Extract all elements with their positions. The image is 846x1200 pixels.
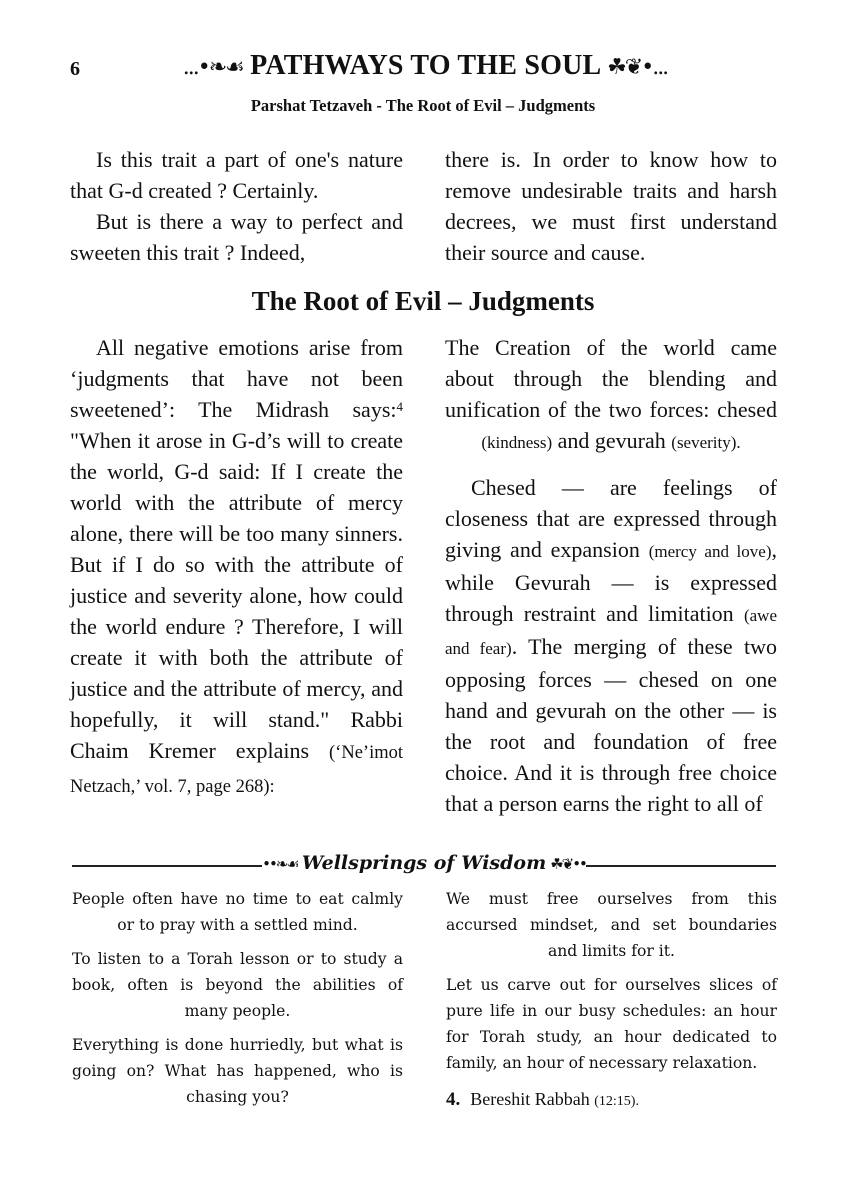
gevurah-text: and gevurah bbox=[552, 428, 672, 453]
divider-ornament-left-icon: ••❧☙ bbox=[262, 855, 298, 873]
wellsprings-left-column bbox=[72, 886, 403, 1118]
chapter-subtitle: Parshat Tetzaveh - The Root of Evil – Judgments bbox=[250, 96, 596, 115]
wellsprings-left-paragraph-2: To listen to a Torah lesson or to study a book, often is beyond the abilities of many people. bbox=[72, 950, 403, 1020]
section-paragraph-1 bbox=[70, 332, 403, 803]
book-title: PATHWAYS TO THE SOUL bbox=[250, 50, 600, 81]
source-reference: (‘Ne’imot Netzach,’ vol. 7, page 268): bbox=[70, 743, 403, 797]
section-paragraph-2 bbox=[445, 332, 777, 458]
creation-text: The Creation of the world came about through the blending and unification of the two forces: chesed bbox=[445, 335, 777, 422]
midrash-intro-text: All negative emotions arise from ‘judgments that have not been sweetened’: The Midrash says: bbox=[70, 335, 403, 422]
footnote-ref: (12:15). bbox=[594, 1094, 639, 1109]
section-left-column bbox=[70, 332, 403, 803]
mercy-love-gloss: (mercy and love) bbox=[648, 542, 772, 561]
ornament-right-icon: ☘❦•... bbox=[607, 55, 668, 80]
ornament-left-icon: ...•❧☙ bbox=[182, 55, 243, 80]
section-paragraph-3 bbox=[445, 472, 777, 819]
section-title: The Root of Evil – Judgments bbox=[251, 286, 595, 316]
running-head bbox=[130, 50, 720, 82]
chesed-text: Chesed — are feelings of closeness that are expressed through giving and expansion bbox=[445, 475, 777, 562]
wellsprings-right-paragraph-2: Let us carve out for ourselves slices of pure life in our busy schedules: an hour for Torah study, an hour dedicated to family, an hour of necessary relaxation. bbox=[446, 976, 777, 1072]
intro-paragraph-1: Is this trait a part of one's nature that G-d created ? Certainly. bbox=[70, 147, 403, 203]
wellsprings-title: Wellsprings of Wisdom bbox=[298, 852, 550, 874]
intro-left-column bbox=[70, 144, 403, 268]
footnote-number: 4. bbox=[446, 1089, 461, 1110]
severity-gloss: (severity). bbox=[671, 433, 741, 452]
section-right-column bbox=[445, 332, 777, 819]
intro-right-column bbox=[445, 144, 777, 268]
footnote bbox=[446, 1086, 777, 1115]
intro-paragraph-2-continued: there is. In order to know how to remove undesirable traits and harsh decrees, we must first understand their source and cause. bbox=[445, 147, 777, 265]
wellsprings-divider bbox=[72, 850, 776, 880]
gevurah-definition: , while Gevurah — is expressed through restraint and limitation bbox=[445, 537, 777, 626]
divider-ornament-right-icon: ☘❦•• bbox=[550, 855, 586, 873]
wellsprings-left-paragraph-3: Everything is done hurriedly, but what is going on? What has happened, who is chasing you? bbox=[72, 1036, 403, 1106]
wellsprings-right-paragraph-1: We must free ourselves from this accursed mindset, and set boundaries and limits for it. bbox=[446, 890, 777, 960]
kindness-gloss: (kindness) bbox=[481, 433, 553, 452]
awe-fear-gloss: (awe and fear) bbox=[445, 606, 777, 658]
wellsprings-right-column bbox=[446, 886, 777, 1115]
wellsprings-left-paragraph-1: People often have no time to eat calmly or to pray with a settled mind. bbox=[72, 890, 403, 934]
midrash-quote-text: "When it arose in G-d’s will to create the world, G-d said: If I create the world with the attribute of mercy alone, there will be too many sinners. But if I do so with the attribute of justice and severity alone, how could the world endure ? Therefore, I will create it with both the attribute of justice and the attribute of mercy, and hopefully, it will stand." Rabbi Chaim Kremer explains bbox=[70, 428, 403, 763]
page-number: 6 bbox=[70, 58, 80, 80]
intro-paragraph-2-start: But is there a way to perfect and sweeten this trait ? Indeed, bbox=[70, 209, 403, 265]
wellsprings-heading bbox=[72, 852, 776, 874]
free-choice-text: . The merging of these two opposing forces — chesed on one hand and gevurah on the other — is the root and foundation of free choice. And it is through free choice that a person earns the right to all of bbox=[445, 634, 777, 816]
footnote-source: Bereshit Rabbah bbox=[470, 1089, 595, 1109]
footnote-marker: 4 bbox=[396, 399, 403, 414]
